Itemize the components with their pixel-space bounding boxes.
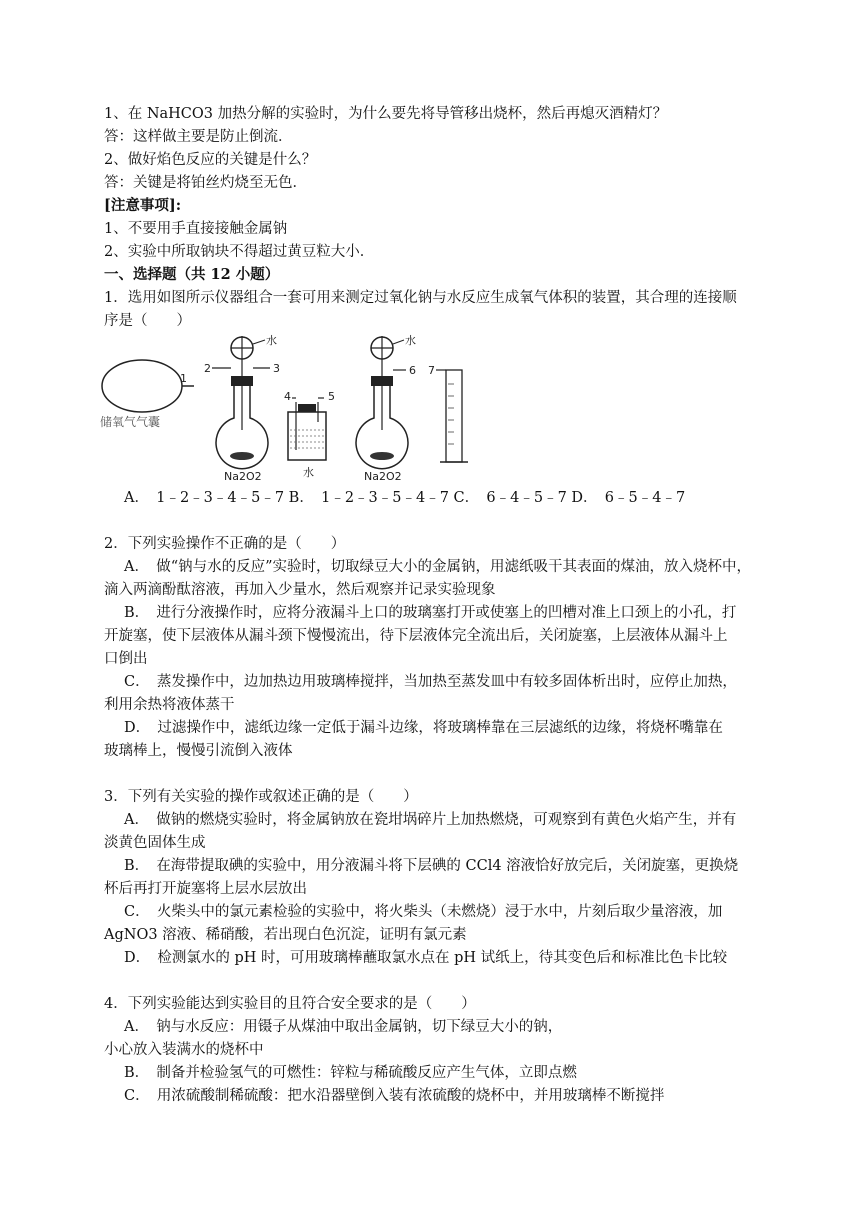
- question-3-option-a-line2: 淡黄色固体生成: [104, 835, 206, 851]
- question-4-option-a-line1: A． 钠与水反应：用镊子从煤油中取出金属钠，切下绿豆大小的钠，: [124, 1019, 563, 1035]
- flask-2: [356, 333, 416, 483]
- question-1-options: A． 1﹣2﹣3﹣4﹣5﹣7 B． 1﹣2﹣3﹣5﹣4﹣7 C． 6﹣4﹣5﹣7 D． 6﹣5﹣4﹣7: [124, 490, 686, 506]
- port-label-5: 5: [328, 390, 335, 403]
- question-1-stem-line2: 序是（ ）: [104, 313, 191, 329]
- intro-answer-2: 答：关键是将铂丝灼烧至无色．: [104, 175, 307, 191]
- question-2-option-b-line3: 口倒出: [104, 651, 148, 667]
- oxygen-balloon: [100, 360, 194, 429]
- water-bottle-label: 水: [303, 466, 314, 479]
- question-3-stem: 3．下列有关实验的操作或叙述正确的是（ ）: [104, 789, 418, 805]
- port-label-6: 6: [409, 364, 416, 377]
- question-2-option-a-line1: A． 做“钠与水的反应”实验时，切取绿豆大小的金属钠，用滤纸吸干其表面的煤油，放入烧杯中，: [124, 559, 752, 575]
- intro-question-1: 1、在 NaHCO3 加热分解的实验时，为什么要先将导管移出烧杯，然后再熄灭酒精灯？: [104, 106, 668, 122]
- question-2-option-c-line1: C． 蒸发操作中，边加热边用玻璃棒搅拌，当加热至蒸发皿中有较多固体析出时，应停止加热，: [124, 674, 737, 690]
- port-label-7: 7: [428, 364, 435, 377]
- port-label-2: 2: [204, 362, 211, 375]
- question-2-option-d-line1: D． 过滤操作中，滤纸边缘一定低于漏斗边缘，将玻璃棒靠在三层滤纸的边缘，将烧杯嘴靠在: [124, 720, 723, 736]
- flask-1: [204, 333, 280, 483]
- water-label-2: 水: [405, 334, 416, 347]
- apparatus-figure: [100, 330, 480, 485]
- question-2-option-b-line2: 开旋塞，使下层液体从漏斗颈下慢慢流出，待下层液体完全流出后，关闭旋塞，上层液体从漏斗上: [104, 628, 728, 644]
- question-4-stem: 4．下列实验能达到实验目的且符合安全要求的是（ ）: [104, 996, 476, 1012]
- question-3-option-c-line1: C． 火柴头中的氯元素检验的实验中，将火柴头（未燃烧）浸于水中，片刻后取少量溶液，加: [124, 904, 723, 920]
- water-bottle: [284, 390, 335, 479]
- notes-title: [注意事项]:: [104, 197, 182, 214]
- na2o2-label-2: Na2O2: [364, 470, 402, 483]
- port-label-1: 1: [180, 372, 187, 385]
- question-4-option-a-line2: 小心放入装满水的烧杯中: [104, 1042, 264, 1058]
- note-1: 1、不要用手直接接触金属钠: [104, 221, 288, 237]
- section-title: 一、选择题（共 12 小题）: [104, 266, 280, 283]
- question-3-option-d-line1: D． 检测氯水的 pH 时，可用玻璃棒蘸取氯水点在 pH 试纸上，待其变色后和标准比色卡比较: [124, 950, 728, 966]
- balloon-label: 储氧气气囊: [100, 415, 161, 429]
- question-2-option-c-line2: 利用余热将液体蒸干: [104, 697, 235, 713]
- note-2: 2、实验中所取钠块不得超过黄豆粒大小．: [104, 244, 375, 260]
- question-2-option-d-line2: 玻璃棒上，慢慢引流倒入液体: [104, 743, 293, 759]
- question-4-option-c-line1: C． 用浓硫酸制稀硫酸：把水沿器壁倒入装有浓硫酸的烧杯中，并用玻璃棒不断搅拌: [124, 1088, 665, 1104]
- question-3-option-c-line2: AgNO3 溶液、稀硝酸，若出现白色沉淀，证明有氯元素: [104, 927, 467, 943]
- na2o2-label-1: Na2O2: [224, 470, 262, 483]
- port-label-3: 3: [273, 362, 280, 375]
- question-4-option-b-line1: B． 制备并检验氢气的可燃性：锌粒与稀硫酸反应产生气体，立即点燃: [124, 1065, 577, 1081]
- question-2-option-b-line1: B． 进行分液操作时，应将分液漏斗上口的玻璃塞打开或使塞上的凹槽对准上口颈上的小孔，打: [124, 605, 737, 621]
- question-2-option-a-line2: 滴入两滴酚酞溶液，再加入少量水，然后观察并记录实验现象: [104, 582, 496, 598]
- port-label-4: 4: [284, 390, 291, 403]
- graduated-cylinder: [428, 364, 468, 462]
- question-3-option-a-line1: A． 做钠的燃烧实验时，将金属钠放在瓷坩埚碎片上加热燃烧，可观察到有黄色火焰产生，并有: [124, 812, 737, 828]
- question-3-option-b-line2: 杯后再打开旋塞将上层水层放出: [104, 881, 307, 897]
- question-2-stem: 2．下列实验操作不正确的是（ ）: [104, 536, 346, 552]
- question-3-option-b-line1: B． 在海带提取碘的实验中，用分液漏斗将下层碘的 CCl4 溶液恰好放完后，关闭旋塞，更换烧: [124, 858, 739, 874]
- intro-answer-1: 答：这样做主要是防止倒流．: [104, 129, 293, 145]
- question-1-stem-line1: 1．选用如图所示仪器组合一套可用来测定过氧化钠与水反应生成氧气体积的装置，其合理的连接顺: [104, 290, 737, 306]
- intro-question-2: 2、做好焰色反应的关键是什么？: [104, 152, 317, 168]
- water-label-1: 水: [266, 334, 277, 347]
